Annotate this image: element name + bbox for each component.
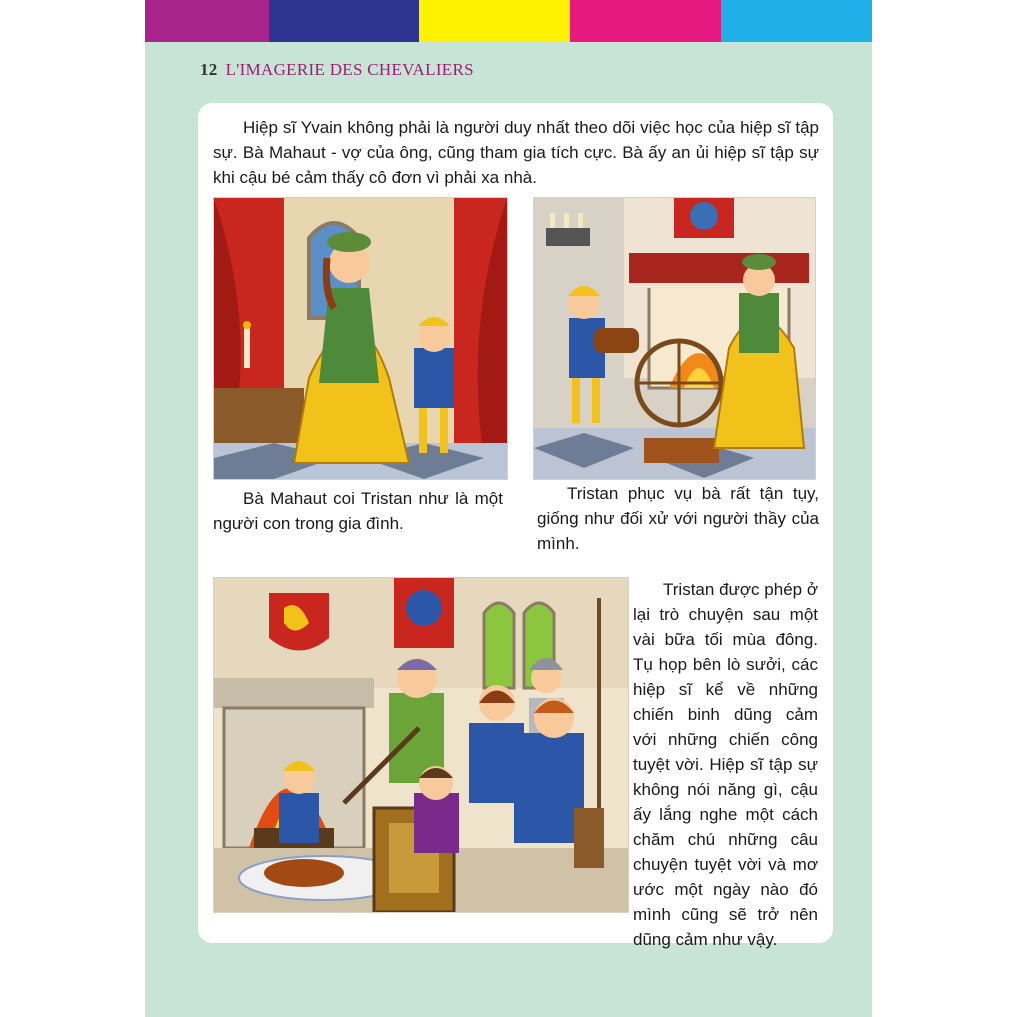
- illustration-tristan-serving-lady: [533, 197, 816, 480]
- color-bar-yellow: [419, 0, 570, 42]
- paragraph-fireside: Tristan được phép ở lại trò chuyện sau một vài bữa tối mùa đông. Tụ họp bên lò sưởi, các hiệp sĩ kể về những chiến binh dũng cảm với những chiến công tuyệt vời. Hiệp sĩ tập sự không nói năng gì, cậu ấy lắng nghe một cách chăm chú những câu chuyện tuyệt vời và mơ ước một ngày nào đó mình cũng sẽ trở nên dũng cảm như vậy.: [633, 580, 818, 949]
- running-head: [200, 60, 474, 80]
- caption-illustration-2: Tristan phục vụ bà rất tận tụy, giống như đối xử với người thầy của mình.: [537, 484, 819, 553]
- caption-illustration-1: Bà Mahaut coi Tristan như là một người con trong gia đình.: [213, 489, 503, 533]
- color-bar-cyan: [721, 0, 872, 42]
- illustration-knights-by-fireplace: [213, 577, 629, 913]
- color-bar-indigo: [269, 0, 419, 42]
- intro-paragraph: Hiệp sĩ Yvain không phải là người duy nhất theo dõi việc học của hiệp sĩ tập sự. Bà Mahaut - vợ của ông, cũng tham gia tích cực. Bà ấy an ủi hiệp sĩ tập sự khi cậu bé cảm thấy cô đơn vì phải xa nhà.: [213, 118, 819, 187]
- color-bar-magenta: [145, 0, 269, 42]
- page-number: 12: [200, 60, 218, 79]
- color-bar-pink: [570, 0, 721, 42]
- book-title: L'IMAGERIE DES CHEVALIERS: [225, 60, 474, 79]
- illustration-mahaut-comforting-tristan: [213, 197, 508, 480]
